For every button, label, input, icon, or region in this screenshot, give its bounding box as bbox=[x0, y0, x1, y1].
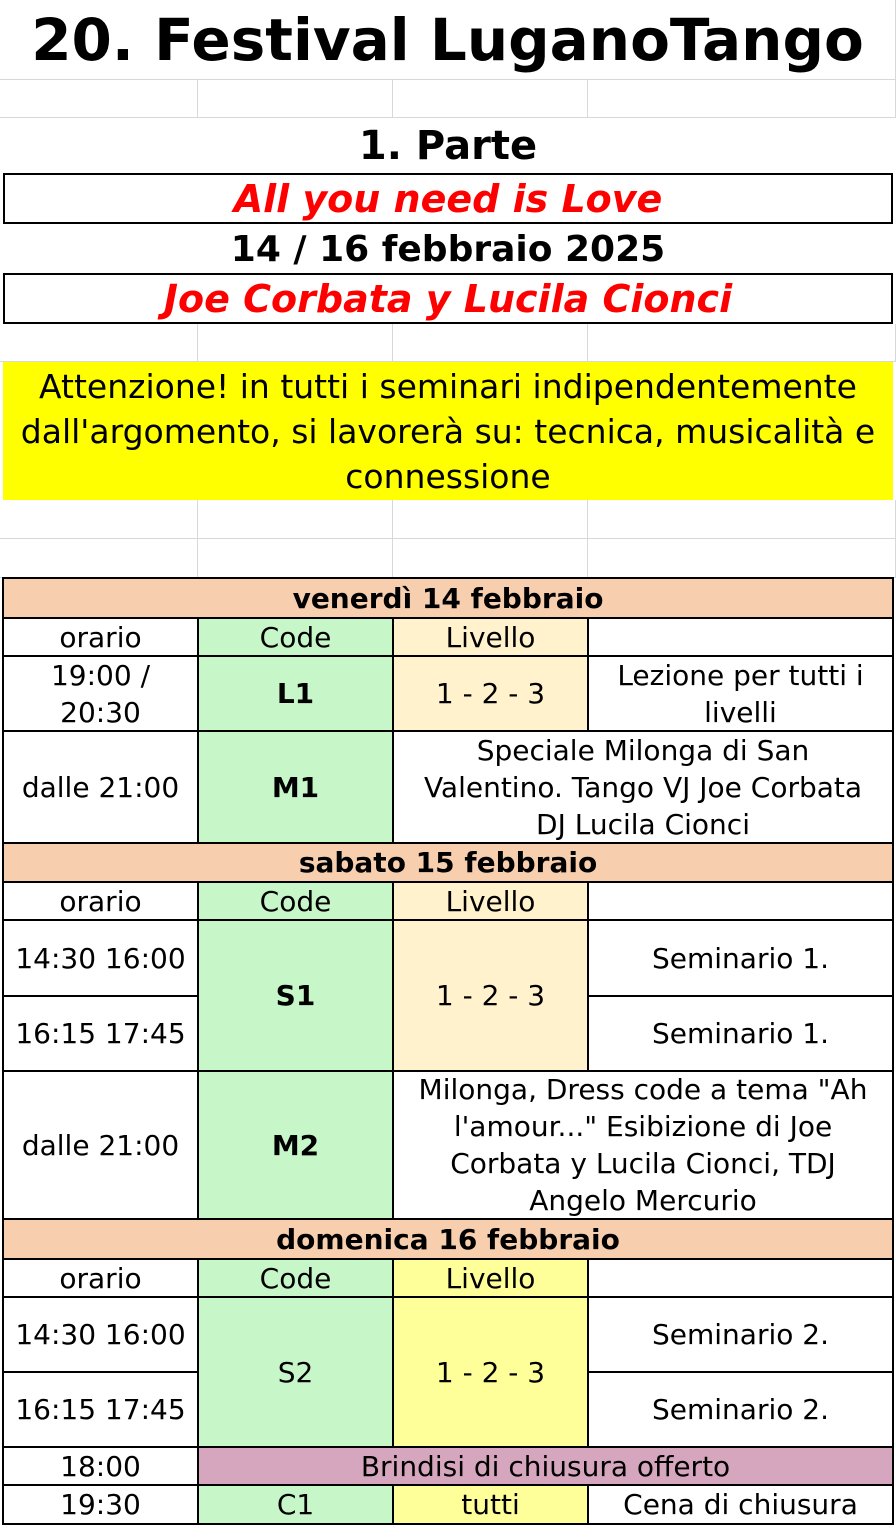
border-line bbox=[2, 1070, 894, 1072]
empty-cell bbox=[0, 500, 198, 539]
border-line bbox=[587, 881, 589, 1072]
time-cell: 19:00 / 20:30 bbox=[50, 658, 151, 729]
border-line bbox=[392, 617, 394, 843]
border-line bbox=[2, 1484, 894, 1486]
border-line bbox=[197, 881, 199, 1219]
notice-box: Attenzione! in tutti i seminari indipendentemente dall'argomento, si lavorerà su: tecnica, musicalità e connessione bbox=[3, 362, 893, 500]
header-code: Code bbox=[198, 618, 393, 656]
empty-cell bbox=[393, 80, 588, 118]
time-cell: dalle 21:00 bbox=[21, 770, 180, 804]
border-line bbox=[2, 995, 198, 997]
time-cell: dalle 21:00 bbox=[21, 1128, 180, 1162]
border-line bbox=[2, 617, 894, 619]
header-code: Code bbox=[198, 1259, 393, 1297]
empty-cell bbox=[198, 324, 393, 362]
border-line bbox=[2, 1296, 894, 1298]
border-line bbox=[392, 881, 394, 1219]
time-cell: 16:15 17:45 bbox=[15, 1017, 186, 1050]
time-cell: 18:00 bbox=[60, 1449, 141, 1483]
header-code: Code bbox=[198, 882, 393, 920]
border-line bbox=[2, 881, 894, 883]
empty-cell bbox=[393, 539, 588, 578]
code-cell: M2 bbox=[198, 1071, 393, 1219]
empty-cell bbox=[198, 500, 393, 539]
day-header-friday: venerdì 14 febbraio bbox=[3, 579, 893, 618]
toast-cell: Brindisi di chiusura offerto bbox=[198, 1447, 893, 1485]
border-line bbox=[197, 617, 199, 843]
border-line bbox=[392, 1484, 394, 1525]
empty-cell bbox=[0, 539, 198, 578]
border-line bbox=[2, 1446, 894, 1448]
description-cell: Seminario 2. bbox=[652, 1318, 829, 1351]
time-cell: 19:30 bbox=[60, 1488, 141, 1521]
part-title: 1. Parte bbox=[358, 123, 538, 169]
time-cell: 14:30 16:00 bbox=[15, 941, 186, 975]
description-cell: Seminario 1. bbox=[652, 1017, 829, 1050]
empty-cell bbox=[0, 80, 198, 118]
description-cell: Speciale Milonga di San Valentino. Tango VJ Joe Corbata DJ Lucila Cionci bbox=[423, 733, 863, 841]
artists: Joe Corbata y Lucila Cionci bbox=[3, 273, 893, 324]
border-line bbox=[197, 1258, 199, 1525]
border-line bbox=[2, 577, 4, 1525]
code-cell: S1 bbox=[198, 920, 393, 1071]
border-line bbox=[2, 842, 894, 844]
description-cell: Cena di chiusura bbox=[623, 1488, 858, 1521]
border-line bbox=[2, 1218, 894, 1220]
border-line bbox=[2, 1523, 894, 1525]
level-cell: 1 - 2 - 3 bbox=[393, 920, 588, 1071]
header-time: orario bbox=[59, 620, 142, 654]
description-cell: Lezione per tutti i livelli bbox=[617, 658, 864, 729]
empty-cell bbox=[588, 324, 896, 362]
code-cell: S2 bbox=[198, 1297, 393, 1447]
motto: All you need is Love bbox=[3, 173, 893, 224]
border-line bbox=[587, 1484, 589, 1525]
time-cell: 16:15 17:45 bbox=[15, 1393, 186, 1426]
border-line bbox=[588, 1371, 894, 1373]
day-header-saturday: sabato 15 febbraio bbox=[3, 843, 893, 882]
border-line bbox=[392, 1258, 394, 1448]
code-cell: M1 bbox=[198, 731, 393, 843]
border-line bbox=[2, 1371, 198, 1373]
empty-cell bbox=[198, 539, 393, 578]
border-line bbox=[2, 655, 894, 657]
description-cell: Seminario 2. bbox=[652, 1393, 829, 1426]
border-line bbox=[2, 730, 894, 732]
header-time: orario bbox=[59, 1261, 142, 1295]
border-line bbox=[587, 617, 589, 732]
festival-dates: 14 / 16 febbraio 2025 bbox=[230, 228, 666, 270]
level-cell: 1 - 2 - 3 bbox=[393, 1297, 588, 1447]
time-cell: 14:30 16:00 bbox=[15, 1318, 186, 1351]
header-level: Livello bbox=[393, 1259, 588, 1297]
border-line bbox=[588, 995, 894, 997]
empty-cell bbox=[393, 500, 588, 539]
festival-title: 20. Festival LuganoTango bbox=[0, 0, 896, 80]
empty-cell bbox=[588, 539, 896, 578]
border-line bbox=[2, 577, 894, 579]
header-level: Livello bbox=[393, 882, 588, 920]
empty-cell bbox=[588, 500, 896, 539]
level-cell: tutti bbox=[393, 1485, 588, 1524]
empty-cell bbox=[588, 80, 896, 118]
header-level: Livello bbox=[393, 618, 588, 656]
day-header-sunday: domenica 16 febbraio bbox=[3, 1219, 893, 1259]
code-cell: C1 bbox=[198, 1485, 393, 1524]
empty-cell bbox=[198, 80, 393, 118]
border-line bbox=[892, 577, 894, 1525]
code-cell: L1 bbox=[198, 656, 393, 731]
header-time: orario bbox=[59, 884, 142, 918]
empty-cell bbox=[0, 324, 198, 362]
border-line bbox=[2, 1258, 894, 1260]
description-cell: Milonga, Dress code a tema "Ah l'amour..." Esibizione di Joe Corbata y Lucila Cionci, TDJ Angelo Mercurio bbox=[418, 1073, 868, 1217]
empty-cell bbox=[393, 324, 588, 362]
description-cell: Seminario 1. bbox=[652, 941, 829, 975]
border-line bbox=[2, 919, 894, 921]
level-cell: 1 - 2 - 3 bbox=[393, 656, 588, 731]
border-line bbox=[587, 1258, 589, 1448]
